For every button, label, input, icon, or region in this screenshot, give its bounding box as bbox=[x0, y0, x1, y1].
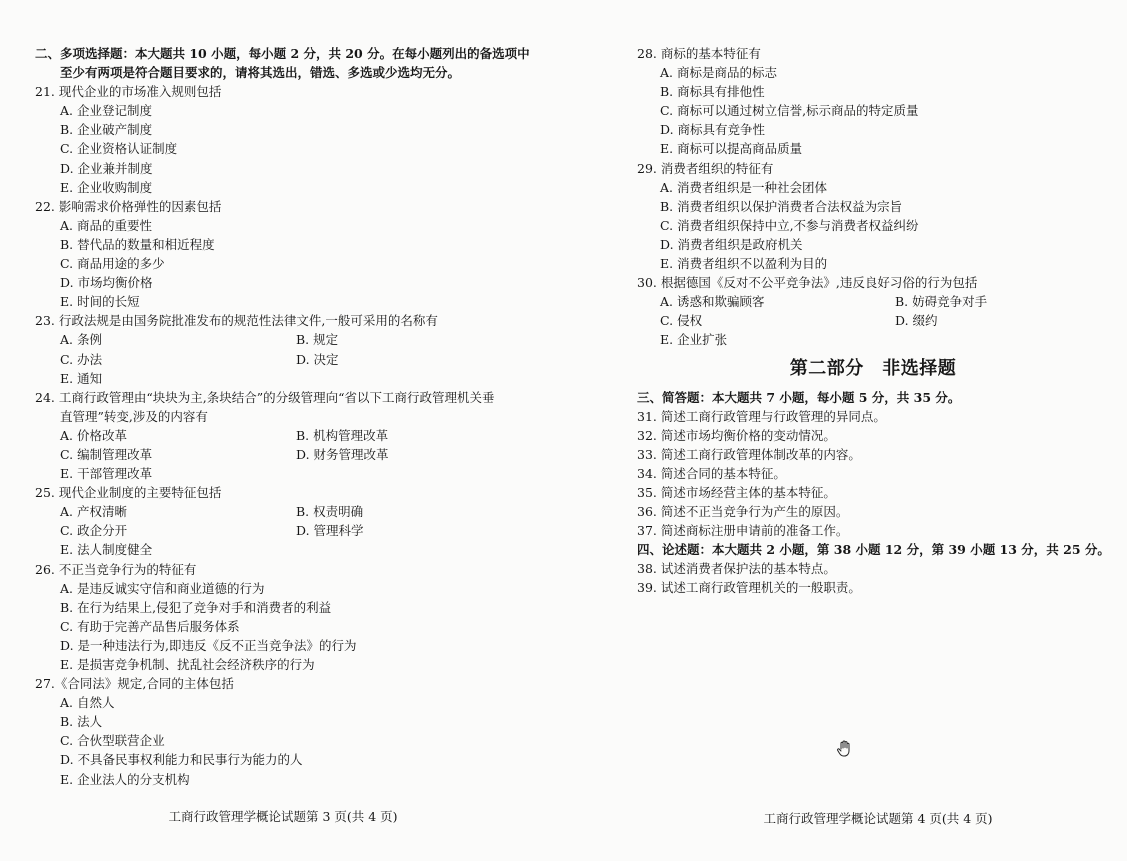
option-row bbox=[35, 330, 540, 349]
part-two-heading: 第二部分 非选择题 bbox=[789, 357, 957, 379]
option-e: E. 是损害竞争机制、扰乱社会经济秩序的行为 bbox=[60, 657, 315, 672]
question-stem: 24. 工商行政管理由“块块为主,条块结合”的分级管理向“省以下工商行政管理机关垂 bbox=[35, 389, 495, 405]
option-a: A. 是违反诚实守信和商业道德的行为 bbox=[60, 580, 265, 596]
option-row bbox=[35, 426, 540, 445]
option-a: A. 商品的重要性 bbox=[60, 217, 152, 233]
option-d: D. 财务管理改革 bbox=[296, 446, 389, 462]
question-stem: 25. 现代企业制度的主要特征包括 bbox=[35, 485, 222, 501]
option-b: B. 法人 bbox=[60, 714, 103, 730]
question-28 bbox=[637, 44, 1109, 159]
question-39: 39. 试述工商行政管理机关的一般职责。 bbox=[637, 580, 861, 596]
question-32: 32. 简述市场均衡价格的变动情况。 bbox=[637, 427, 836, 443]
option-b: B. 妨碍竞争对手 bbox=[895, 294, 988, 310]
option-c: C. 侵权 bbox=[660, 313, 703, 329]
essay-section bbox=[637, 540, 1109, 597]
option-b: B. 机构管理改革 bbox=[296, 427, 389, 443]
option-c: C. 商标可以通过树立信誉,标示商品的特定质量 bbox=[660, 103, 919, 119]
option-e: E. 商标可以提高商品质量 bbox=[660, 141, 803, 157]
question-stem: 21. 现代企业的市场准入规则包括 bbox=[35, 84, 222, 100]
option-c: C. 商品用途的多少 bbox=[60, 256, 165, 272]
question-30 bbox=[637, 273, 1109, 349]
option-d: D. 商标具有竞争性 bbox=[660, 122, 766, 138]
question-stem: 23. 行政法规是由国务院批准发布的规范性法律文件,一般可采用的名称有 bbox=[35, 313, 438, 329]
question-33: 33. 简述工商行政管理体制改革的内容。 bbox=[637, 446, 861, 462]
question-stem: 30. 根据德国《反对不公平竞争法》,违反良好习俗的行为包括 bbox=[637, 275, 978, 291]
option-c: C. 办法 bbox=[60, 351, 103, 367]
page-footer-3: 工商行政管理学概论试题第 3 页(共 4 页) bbox=[168, 809, 398, 824]
section-heading-short-answer: 三、简答题：本大题共 7 小题，每小题 5 分，共 35 分。 bbox=[637, 389, 961, 405]
option-a: A. 产权清晰 bbox=[60, 504, 127, 520]
option-row bbox=[637, 292, 1109, 311]
question-stem: 29. 消费者组织的特征有 bbox=[637, 160, 774, 176]
option-e: E. 法人制度健全 bbox=[60, 542, 153, 558]
question-31: 31. 简述工商行政管理与行政管理的异同点。 bbox=[637, 408, 886, 424]
short-answer-section bbox=[637, 388, 1109, 541]
option-a: A. 消费者组织是一种社会团体 bbox=[660, 179, 827, 195]
option-row bbox=[35, 521, 540, 540]
option-a: A. 价格改革 bbox=[60, 427, 127, 443]
option-a: A. 诱惑和欺骗顾客 bbox=[660, 294, 765, 310]
option-b: B. 规定 bbox=[296, 332, 339, 348]
exam-page-4 bbox=[637, 44, 1109, 598]
option-e: E. 企业扩张 bbox=[660, 332, 728, 348]
option-b: B. 在行为结果上,侵犯了竞争对手和消费者的利益 bbox=[60, 599, 332, 615]
option-e: E. 消费者组织不以盈利为目的 bbox=[660, 256, 828, 272]
option-c: C. 政企分开 bbox=[60, 523, 128, 539]
question-stem: 28. 商标的基本特征有 bbox=[637, 46, 761, 61]
option-row bbox=[637, 311, 1109, 330]
option-d: D. 消费者组织是政府机关 bbox=[660, 236, 803, 252]
exam-page-3 bbox=[35, 44, 540, 789]
question-stem: 22. 影响需求价格弹性的因素包括 bbox=[35, 198, 222, 214]
option-a: A. 企业登记制度 bbox=[60, 103, 152, 119]
question-22 bbox=[35, 197, 540, 312]
option-d: D. 是一种违法行为,即违反《反不正当竞争法》的行为 bbox=[60, 637, 357, 653]
question-21 bbox=[35, 82, 540, 197]
option-c: C. 企业资格认证制度 bbox=[60, 141, 178, 157]
page-footer-4: 工商行政管理学概论试题第 4 页(共 4 页) bbox=[763, 811, 993, 826]
option-a: A. 条例 bbox=[60, 332, 102, 348]
option-d: D. 企业兼并制度 bbox=[60, 160, 153, 176]
option-b: B. 替代品的数量和相近程度 bbox=[60, 236, 215, 252]
option-b: B. 商标具有排他性 bbox=[660, 84, 765, 100]
option-d: D. 决定 bbox=[296, 351, 339, 367]
section-heading-essay: 四、论述题：本大题共 2 小题，第 38 小题 12 分，第 39 小题 13 分，共 25 分。 bbox=[637, 542, 1110, 558]
question-29 bbox=[637, 159, 1109, 274]
question-25 bbox=[35, 483, 540, 559]
option-a: A. 自然人 bbox=[60, 695, 115, 711]
option-d: D. 缀约 bbox=[895, 313, 938, 329]
question-27 bbox=[35, 674, 540, 789]
question-36: 36. 简述不正当竞争行为产生的原因。 bbox=[637, 504, 849, 520]
option-c: C. 合伙型联营企业 bbox=[60, 733, 165, 749]
option-row bbox=[35, 350, 540, 369]
option-d: D. 不具备民事权利能力和民事行为能力的人 bbox=[60, 752, 303, 768]
option-e: E. 干部管理改革 bbox=[60, 466, 153, 482]
option-d: D. 管理科学 bbox=[296, 523, 364, 539]
option-b: B. 企业破产制度 bbox=[60, 122, 153, 138]
option-e: E. 通知 bbox=[60, 370, 103, 386]
option-e: E. 时间的长短 bbox=[60, 294, 140, 310]
question-stem: 26. 不正当竞争行为的特征有 bbox=[35, 561, 197, 577]
question-35: 35. 简述市场经营主体的基本特征。 bbox=[637, 484, 836, 500]
section-heading-instructions: 至少有两项是符合题目要求的，请将其选出，错选、多选或少选均无分。 bbox=[60, 65, 461, 81]
question-stem-continued: 直管理”转变,涉及的内容有 bbox=[60, 408, 208, 424]
option-c: C. 有助于完善产品售后服务体系 bbox=[60, 618, 240, 634]
option-e: E. 企业收购制度 bbox=[60, 179, 153, 195]
question-38: 38. 试述消费者保护法的基本特点。 bbox=[637, 561, 836, 577]
option-b: B. 消费者组织以保护消费者合法权益为宗旨 bbox=[660, 198, 903, 214]
option-row bbox=[35, 502, 540, 521]
option-c: C. 消费者组织保持中立,不参与消费者权益纠纷 bbox=[660, 217, 919, 233]
question-34: 34. 简述合同的基本特征。 bbox=[637, 465, 786, 481]
option-c: C. 编制管理改革 bbox=[60, 446, 153, 462]
question-stem: 27.《合同法》规定,合同的主体包括 bbox=[35, 676, 234, 692]
question-26 bbox=[35, 560, 540, 675]
option-row bbox=[35, 445, 540, 464]
option-b: B. 权责明确 bbox=[296, 504, 364, 520]
option-d: D. 市场均衡价格 bbox=[60, 275, 153, 291]
question-23 bbox=[35, 311, 540, 387]
question-24 bbox=[35, 388, 540, 483]
hand-cursor-icon bbox=[836, 740, 852, 758]
section-heading-multiple-choice: 二、多项选择题：本大题共 10 小题，每小题 2 分，共 20 分。在每小题列出的备选项中 bbox=[35, 46, 530, 61]
question-37: 37. 简述商标注册申请前的准备工作。 bbox=[637, 523, 849, 539]
option-a: A. 商标是商品的标志 bbox=[660, 65, 777, 81]
option-e: E. 企业法人的分支机构 bbox=[60, 771, 190, 787]
